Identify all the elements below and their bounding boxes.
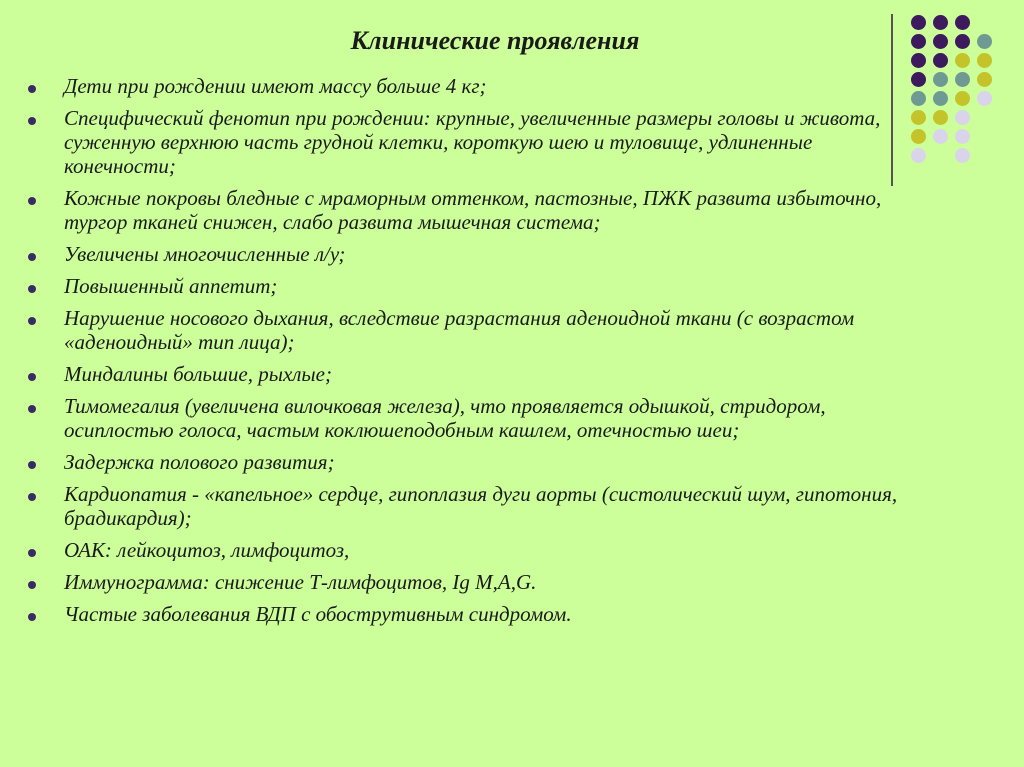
list-item-text: Кардиопатия - «капельное» сердце, гипоплазия дуги аорты (систолический шум, гипотония, брадикардия); [64,482,898,530]
bullet-icon [28,461,36,469]
list-item-text: Специфический фенотип при рождении: крупные, увеличенные размеры головы и живота, суженную верхнюю часть грудной клетки, короткую шею и туловище, удлиненные конечности; [64,106,881,178]
list-item [28,186,928,234]
list-item-text: Кожные покровы бледные с мраморным оттенком, пастозные, ПЖК развита избыточно, тургор тканей снижен, слабо развита мышечная система; [64,186,882,234]
decorative-dot [933,129,948,144]
bullet-icon [28,581,36,589]
list-item-text: Миндалины большие, рыхлые; [64,362,332,386]
list-item [28,570,928,594]
bullet-icon [28,197,36,205]
bullet-icon [28,285,36,293]
list-item-text: Повышенный аппетит; [64,274,278,298]
bullet-icon [28,493,36,501]
decorative-dot [955,110,970,125]
list-item [28,306,928,354]
decorative-dot [977,72,992,87]
list-item [28,74,928,98]
bullet-icon [28,613,36,621]
list-item [28,242,928,266]
bullet-icon [28,317,36,325]
list-item [28,106,928,178]
list-item [28,362,928,386]
list-item-text: ОАК: лейкоцитоз, лимфоцитоз, [64,538,350,562]
bullet-icon [28,117,36,125]
bullet-icon [28,373,36,381]
list-item-text: Дети при рождении имеют массу больше 4 кг; [64,74,487,98]
list-item-text: Задержка полового развития; [64,450,335,474]
list-item [28,394,928,442]
decorative-dot [955,91,970,106]
list-item-text: Иммунограмма: снижение Т-лимфоцитов, Ig M,A,G. [64,570,537,594]
decorative-dot [955,129,970,144]
list-item-text: Частые заболевания ВДП с обострутивным синдромом. [64,602,572,626]
slide-title: Клинические проявления [350,26,640,55]
bullet-icon [28,405,36,413]
bullet-icon [28,549,36,557]
list-item [28,482,928,530]
list-item [28,602,928,626]
decorative-dot [933,91,948,106]
decorative-dot [933,72,948,87]
list-item [28,274,928,298]
bullet-list [28,74,928,634]
decorative-dot [933,110,948,125]
bullet-icon [28,85,36,93]
decorative-dot [955,148,970,163]
list-item [28,450,928,474]
list-item-text: Тимомегалия (увеличена вилочковая железа), что проявляется одышкой, стридором, осиплостью голоса, частым коклюшеподобным кашлем, отечностью шеи; [64,394,826,442]
decorative-dot [955,72,970,87]
list-item [28,538,928,562]
decorative-dot [977,91,992,106]
list-item-text: Нарушение носового дыхания, вследствие разрастания аденоидной ткани (с возрастом «аденоидный» тип лица); [64,306,855,354]
bullet-icon [28,253,36,261]
list-item-text: Увеличены многочисленные л/у; [64,242,346,266]
